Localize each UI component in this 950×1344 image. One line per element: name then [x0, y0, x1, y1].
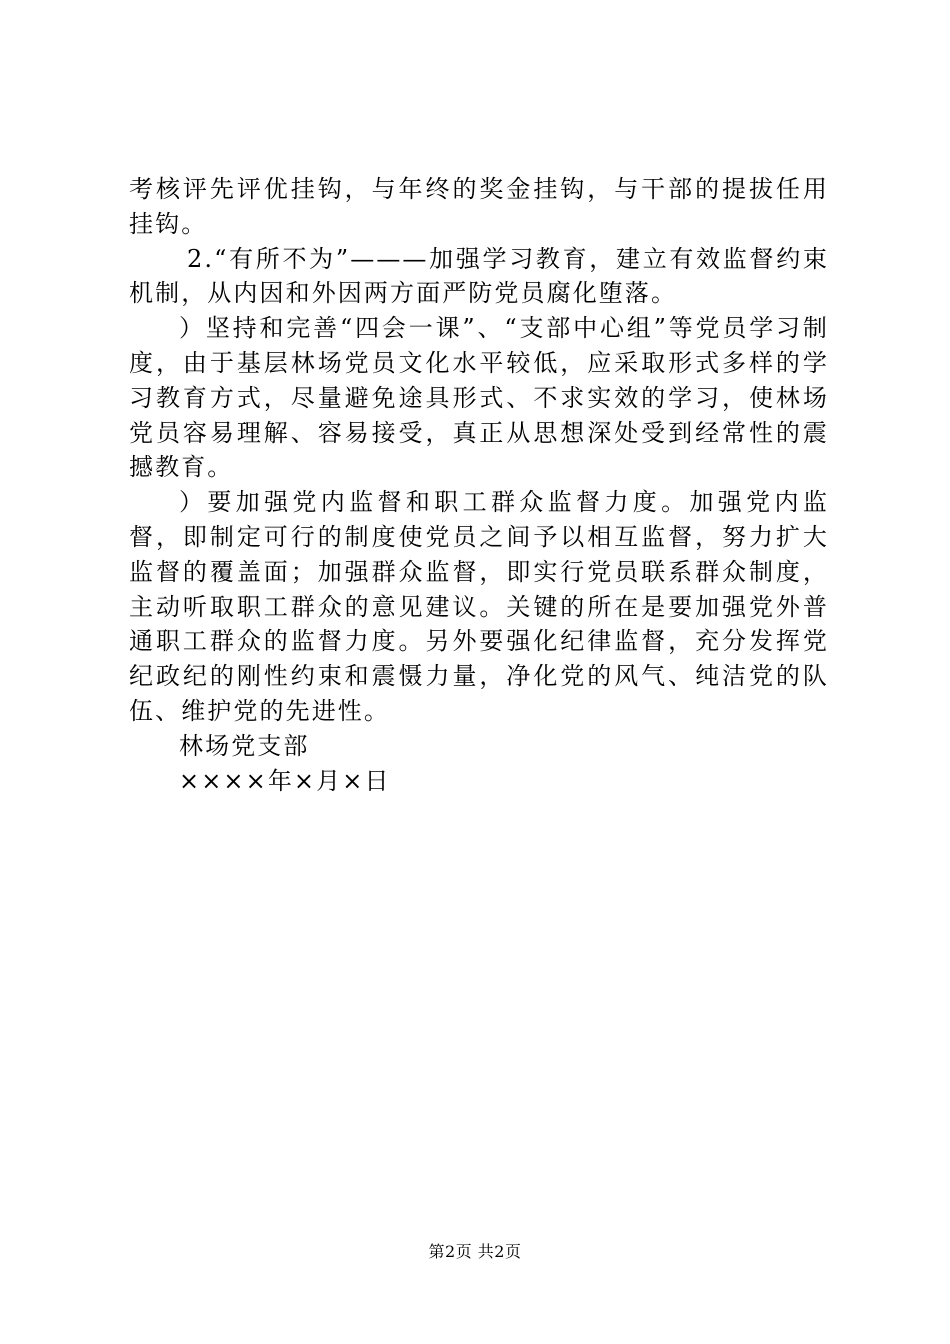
page-footer: 第2页 共2页 — [428, 1242, 522, 1261]
signature-date: ××××年×月×日 — [179, 766, 391, 795]
signature-org: 林场党支部 — [179, 731, 310, 760]
paragraph-study-system: ）坚持和完善“四会一课”、“支部中心组”等党员学习制度，由于基层林场党员文化水平较低，应采取形式多样的学习教育方式，尽量避免途具形式、不求实效的学习，使林场党员容易理解、容易接受，真正从思想深处受到经常性的震撼教育。 — [129, 314, 829, 482]
paragraph-section-2: 2.“有所不为”———加强学习教育，建立有效监督约束机制，从内因和外因两方面严防党员腐化堕落。 — [129, 244, 829, 308]
paragraph-continuation: 考核评先评优挂钩，与年终的奖金挂钩，与干部的提拔任用挂钩。 — [129, 175, 829, 238]
document-body — [129, 172, 829, 798]
paragraph-supervision: ）要加强党内监督和职工群众监督力度。加强党内监督，即制定可行的制度使党员之间予以相互监督，努力扩大监督的覆盖面；加强群众监督，即实行党员联系群众制度，主动听取职工群众的意见建议。关键的所在是要加强党外普通职工群众的监督力度。另外要强化纪律监督，充分发挥党纪政纪的刚性约束和震慑力量，净化党的风气、纯洁党的队伍、维护党的先进性。 — [129, 488, 829, 725]
